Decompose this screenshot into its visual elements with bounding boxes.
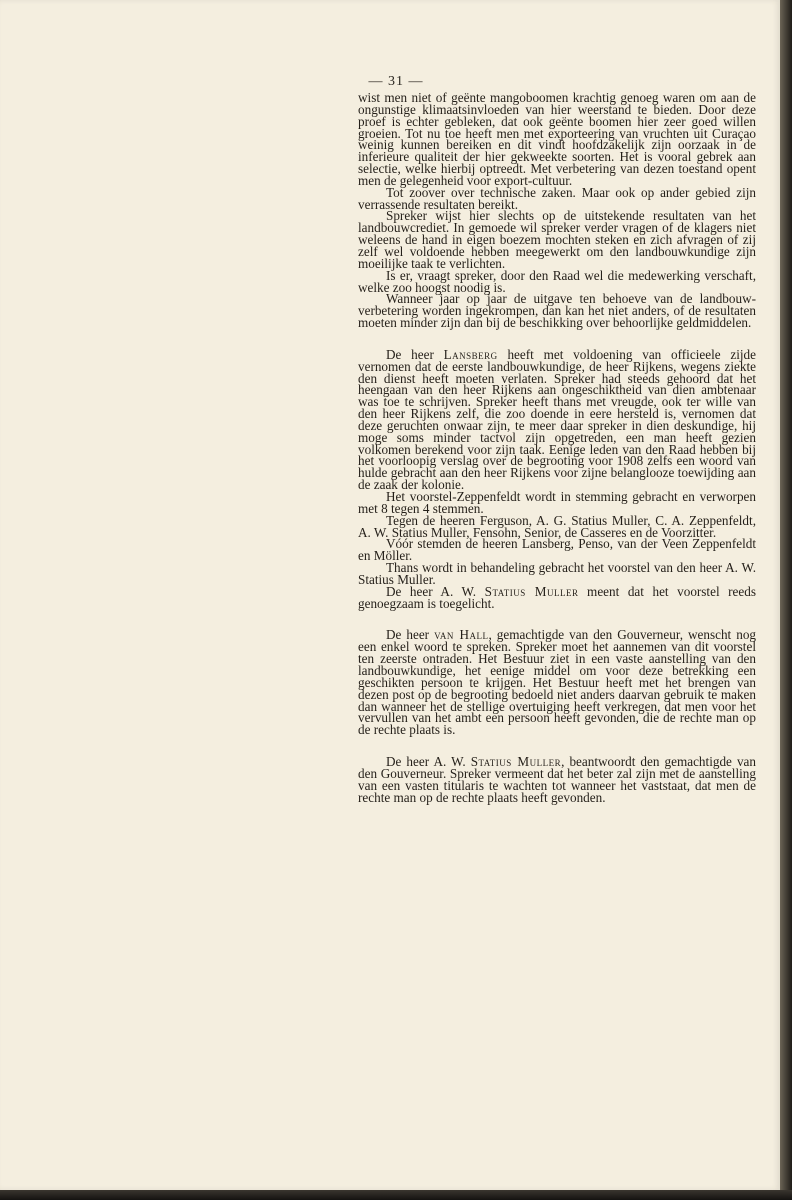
paragraph-text: , beantwoordt den gemachtigde van den Gouverneur. Spreker vermeent dat het beter zal zijn met de aanstelling van een vasten titularis te wachten tot wanneer het vaststaat, dat men de rechte man op de rechte plaats heeft gevonden. xyxy=(358,754,756,805)
paragraph xyxy=(358,346,756,493)
paragraph xyxy=(358,512,756,540)
paragraph-text: Is er, vraagt spreker, door den Raad wel die medewerking verschaft, welke zoo hoogst noodig is. xyxy=(358,267,756,295)
paragraph xyxy=(358,293,756,329)
speaker-name: van Hall xyxy=(434,627,489,643)
paragraph-text: Vóór stemden de heeren Lansberg, Penso, van der Veen Zeppenfeldt en Möller. xyxy=(358,536,756,564)
paragraph xyxy=(358,538,756,562)
paragraph-text: , gemachtigde van den Gouverneur, wenscht nog een enkel woord te spreken. Spreker moet het aannemen van dit voorstel ten zeerste ontraden. Het Bestuur ziet in een vaste aanstelling van den landbouwkundige, het eenige middel om voor deze betrekking een geschikten persoon te krijgen. Het Bestuur heeft met het brengen van dezen post op de begrooting bedoeld niet anders daarvan gebruik te maken dan wanneer het de stellige overtuiging heeft verkregen, dat men voor het vervullen van het ambt een persoon heeft gevonden, die de rechte man op de rechte plaats is. xyxy=(358,627,757,738)
paragraph-text: Het voorstel-Zeppenfeldt wordt in stemming gebracht en verworpen met 8 tegen 4 stemmen. xyxy=(358,489,756,516)
paragraph-text: Thans wordt in behandeling gebracht het voorstel van den heer A. W. Statius Muller. xyxy=(358,560,756,587)
paragraph-text: Wanneer jaar op jaar de uitgave ten behoeve van de landbouw-verbetering worden ingekrompen, dan kan het niet anders, of de resultaten moeten minder zijn dan bij de beschikking over behoorlijke geldmiddelen. xyxy=(358,291,756,331)
paragraph-text: De heer xyxy=(386,346,444,362)
paragraph xyxy=(358,210,756,269)
paragraph xyxy=(358,583,756,611)
paragraph xyxy=(358,562,756,586)
paragraph-text: De heer xyxy=(386,627,435,643)
paragraph-text: Spreker wijst hier slechts op de uitstekende resultaten van het landbouwcrediet. In gemoede wil spreker verder vragen of de klagers niet weleens de hand in eigen boezem mochten steken en zich afvragen of zij zelf wel voldoende hebben meegewerkt om den landbouwkundige zijn moeilijke taak te verlichten. xyxy=(358,208,756,271)
paragraph xyxy=(358,491,756,515)
paragraph-text: wist men niet of geënte mangoboomen krachtig genoeg waren om aan de ongunstige klimaatsinvloeden van hier weerstand te bieden. Door deze proef is echter gebleken, dat ook geënte boomen hier zeer goed willen groeien. Tot nu toe heeft men met exporteering van vruchten uit Curaçao weinig kunnen bereiken en dit vindt hoofdzakelijk zijn oorzaak in de inferieure qualiteit der hier gekweekte soorten. Het is vooral gebrek aan selectie, welke hierbij optreedt. Met verbetering van dezen toestand opent men de gelegenheid voor export-cultuur. xyxy=(358,90,756,188)
page-bottom-edge xyxy=(0,1190,792,1200)
paragraph-text: Tot zoover over technische zaken. Maar ook op ander gebied zijn verrassende resultaten bereikt. xyxy=(358,184,756,212)
paragraph-text: Tegen de heeren Ferguson, A. G. Statius Muller, C. A. Zeppenfeldt, A. W. Statius Muller, Fensohn, Senior, de Casseres en de Voorzitter. xyxy=(358,512,756,540)
paragraph xyxy=(358,756,756,803)
paragraph-text: heeft met voldoening van officieele zijde vernomen dat de eerste landbouwkundige, de heer Rijkens, wegens ziekte den dienst heeft moeten verlaten. Spreker had steeds gehoord dat het heengaan van den heer Rijkens aan ongeschiktheid van dien ambtenaar was toe te schrijven. Spreker heeft thans met vreugde, ook ter wille van den heer Rijkens zelf, die zoo doende in eere hersteld is, vernomen dat deze geruchten onwaar zijn, te meer daar spreker in dien deskundige, hij moge soms minder tactvol zijn opgetreden, een man heeft gezien volkomen berekend voor zijn taak. Eenige leden van den Raad hebben bij het voorloopig verslag over de begrooting voor 1908 zelfs een woord van hulde gebracht aan den heer Rijkens voor zijne belanglooze toewijding aan de zaak der kolonie. xyxy=(358,346,756,493)
body-text xyxy=(358,92,756,803)
paragraph-text: De heer A. W. xyxy=(386,754,471,770)
paragraph-text: De heer A. W. xyxy=(386,583,485,599)
speaker-name: Statius Muller xyxy=(484,583,579,599)
paragraph xyxy=(358,92,756,187)
page-edge-shadow xyxy=(780,0,792,1200)
paragraph-text: meent dat het voorstel reeds genoegzaam is toegelicht. xyxy=(358,583,756,611)
paragraph xyxy=(358,184,756,212)
paragraph xyxy=(358,267,756,295)
speaker-name: Statius Muller xyxy=(470,754,562,770)
paragraph xyxy=(358,629,756,736)
speaker-name: Lansberg xyxy=(443,346,498,362)
page-number: — 31 — xyxy=(368,74,424,89)
